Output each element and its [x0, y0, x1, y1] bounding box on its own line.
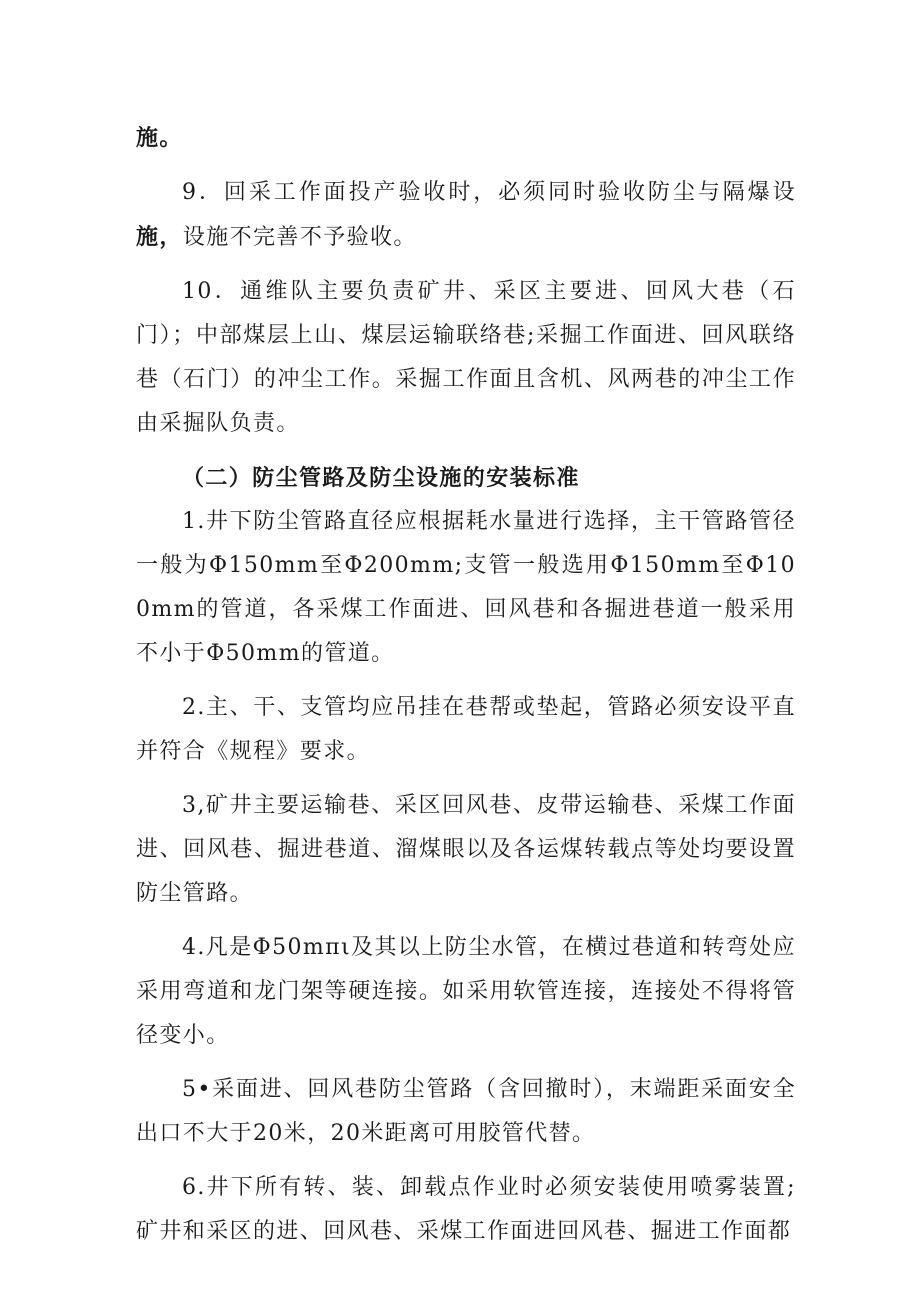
paragraph-item-10: 10．通维队主要负责矿井、采区主要进、回风大巷（石门）；中部煤层上山、煤层运输联络巷;采掘工作面进、回风联络巷（石门）的冲尘工作。采掘工作面且含机、风两巷的冲尘工作由采掘队负责。: [136, 279, 796, 436]
document-body: [136, 116, 796, 1254]
paragraph-standard-4: 4.凡是Φ50mπι及其以上防尘水管，在横过巷道和转弯处应采用弯道和龙门架等硬连接。如采用软管连接，连接处不得将管径变小。: [136, 935, 796, 1048]
paragraph-standard-5: 5•采面进、回风巷防尘管路（含回撤时），末端距采面安全出口不大于20米，20米距离可用胶管代替。: [136, 1077, 796, 1146]
item-9-bold-text: 施，: [136, 224, 183, 250]
paragraph-item-9: [136, 171, 796, 260]
item-9-text: 9．回采工作面投产验收时，必须同时验收防尘与隔爆设: [182, 180, 796, 205]
paragraph-continuation: [136, 116, 796, 161]
paragraph-standard-3: 3,矿井主要运输巷、采区回风巷、皮带运输巷、采煤工作面进、回风巷、掘进巷道、溜煤眼以及各运煤转载点等处均要设置防尘管路。: [136, 793, 796, 906]
item-9-rest-text: 设施不完善不予验收。: [182, 225, 417, 250]
paragraph-standard-6: 6.井下所有转、装、卸载点作业时必须安装使用喷雾装置;矿井和采区的进、回风巷、采煤工作面进回风巷、掘进工作面都: [136, 1175, 796, 1244]
paragraph-standard-1: 1.井下防尘管路直径应根据耗水量进行选择，主干管路管径一般为Φ150mm至Φ200mm;支管一般选用Φ150mm至Φ100mm的管道，各采煤工作面进、回风巷和各掘进巷道一般采用不小于Φ50mm的管道。: [136, 509, 796, 666]
paragraph-standard-2: 2.主、干、支管均应吊挂在巷帮或垫起，管路必须安设平直并符合《规程》要求。: [136, 695, 796, 764]
continuation-bold-text: 施。: [136, 125, 183, 151]
section-heading: （二）防尘管路及防尘设施的安装标准: [182, 465, 580, 491]
